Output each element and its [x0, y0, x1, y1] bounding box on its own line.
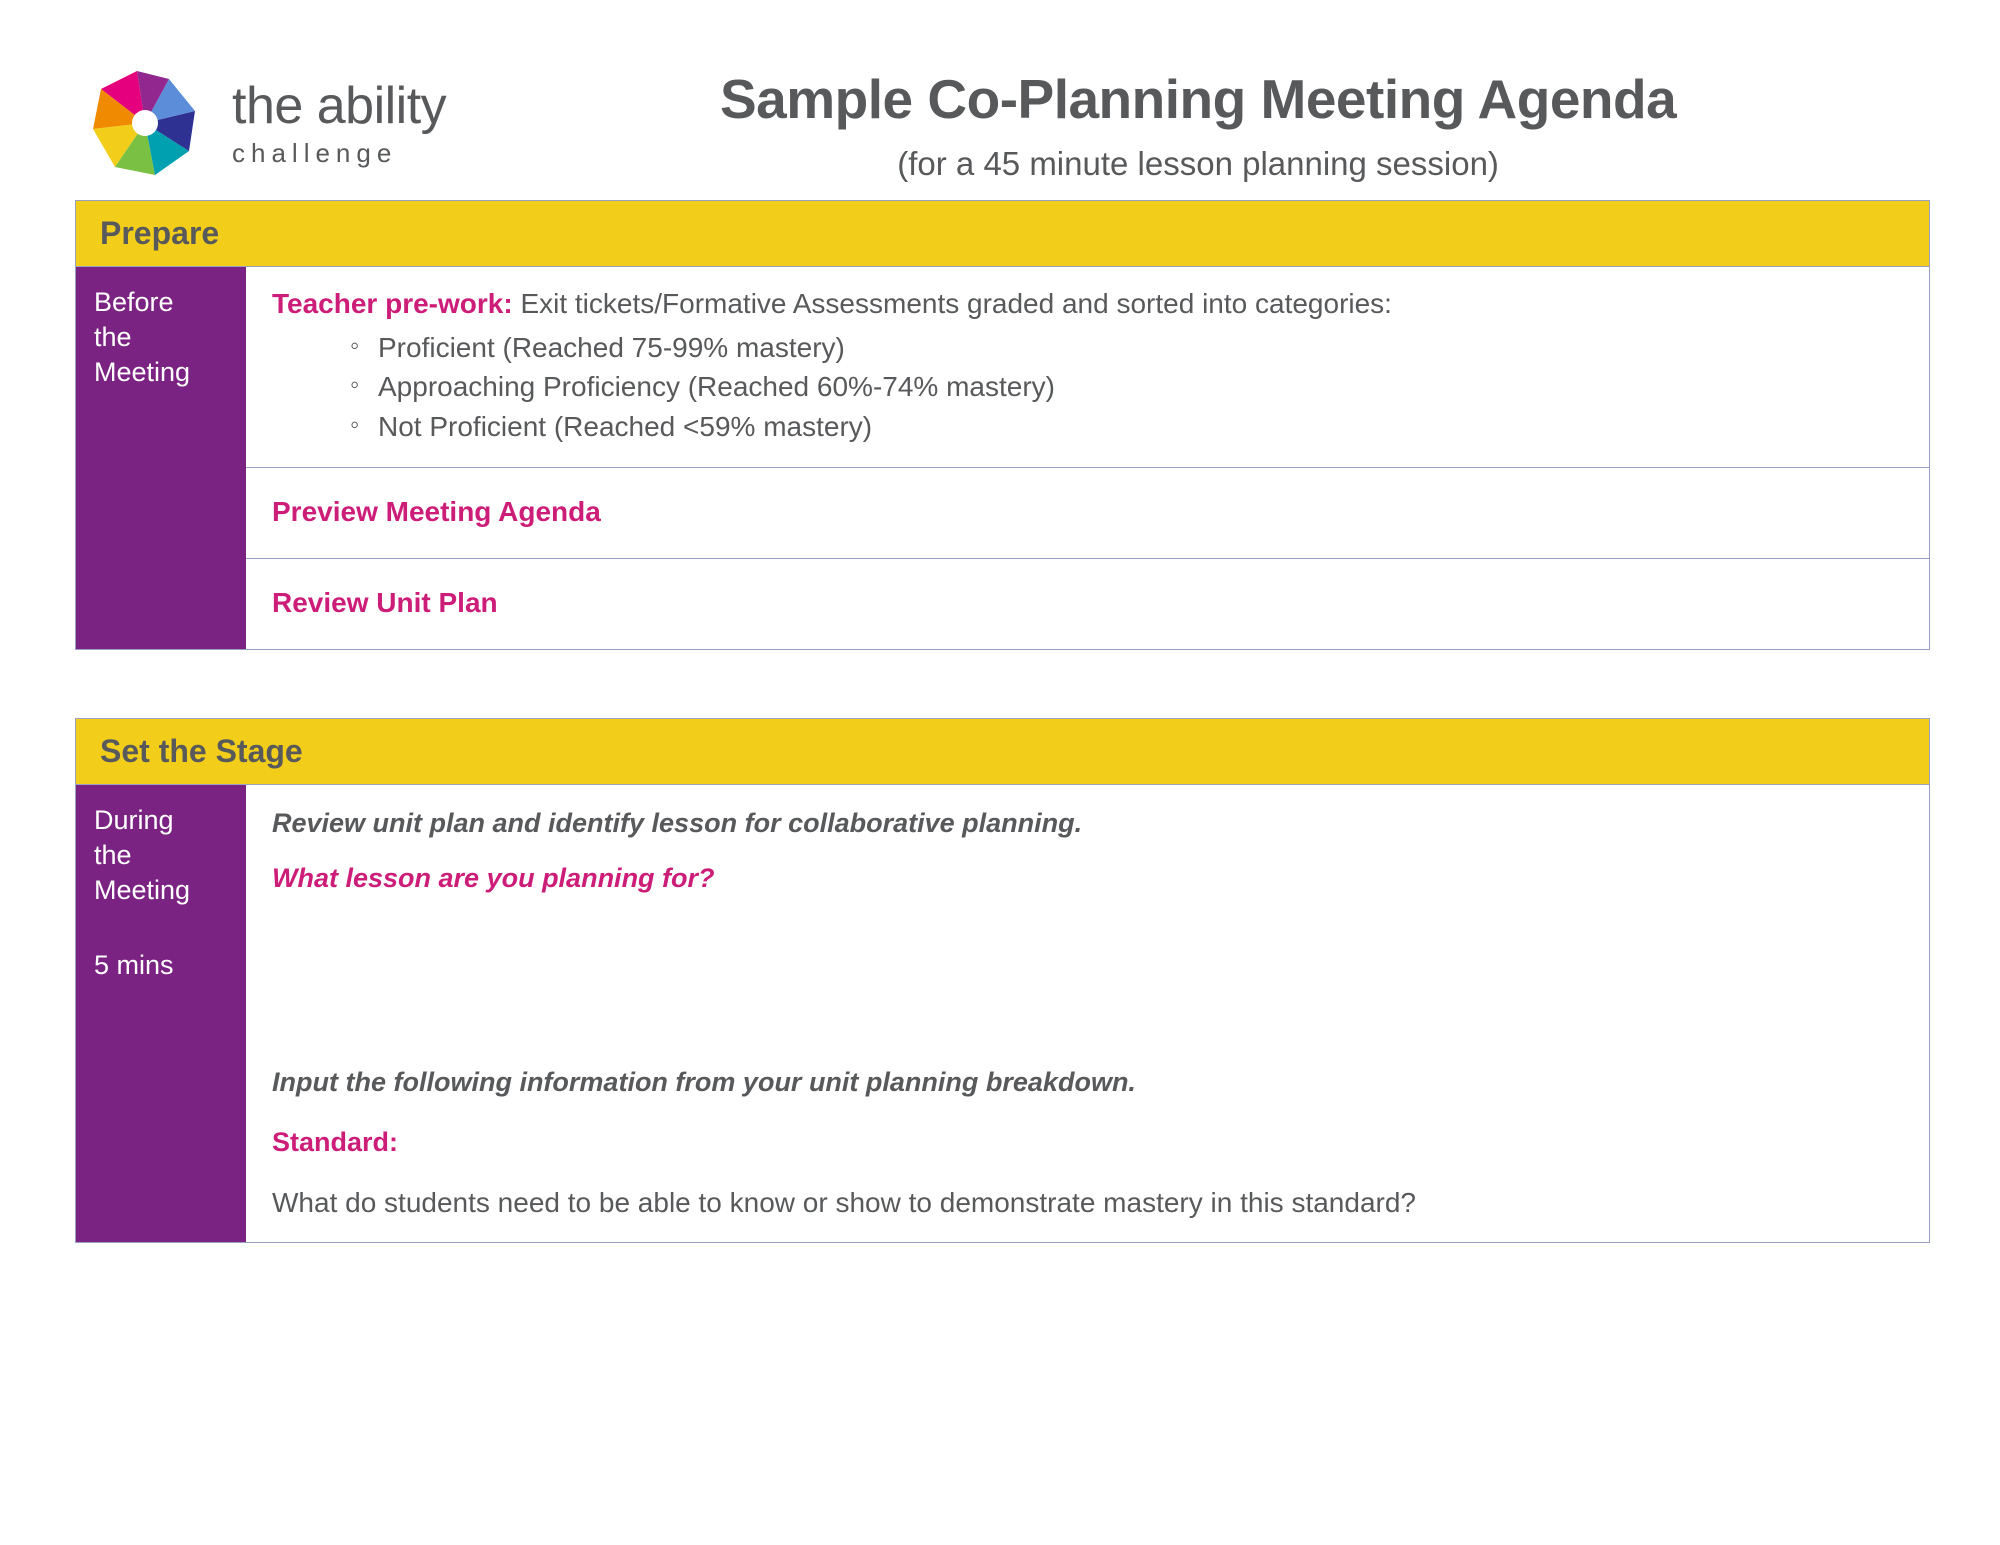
section-prepare-label — [76, 267, 246, 649]
page-subtitle: (for a 45 minute lesson planning session) — [897, 145, 1499, 183]
section-prepare-body — [76, 267, 1929, 649]
section-set-the-stage — [75, 718, 1930, 1243]
label-line-2: the — [94, 322, 132, 353]
section-prepare — [75, 200, 1930, 650]
answer-space-standard[interactable] — [272, 1222, 1903, 1242]
lesson-question-prompt: What lesson are you planning for? — [272, 863, 715, 894]
teacher-prework-lead — [272, 285, 1903, 324]
brand-wordmark — [232, 77, 447, 168]
proficiency-bullet-list — [272, 328, 1903, 447]
row-teacher-prework — [246, 267, 1929, 468]
section-set-the-stage-content — [246, 785, 1929, 1242]
row-review-unit-plan — [246, 559, 1929, 649]
unit-breakdown-prompt: Input the following information from your unit planning breakdown. — [272, 1067, 1136, 1098]
row-preview-meeting-agenda — [246, 468, 1929, 559]
standard-question: What do students need to be able to know or show to demonstrate mastery in this standard? — [272, 1186, 1416, 1218]
section-set-the-stage-label — [76, 785, 246, 1242]
section-set-the-stage-heading: Set the Stage — [76, 719, 1929, 785]
standard-label: Standard: — [272, 1126, 399, 1157]
title-block — [446, 40, 1930, 183]
teacher-prework-text: Exit tickets/Formative Assessments graded and sorted into categories: — [512, 288, 1392, 319]
section-prepare-content — [246, 267, 1929, 649]
label-line-1: During — [94, 804, 174, 835]
row-set-the-stage — [246, 785, 1929, 1242]
section-duration: 5 mins — [94, 950, 174, 981]
document-header — [0, 0, 2000, 200]
review-unit-plan-prompt: Review unit plan and identify lesson for collaborative planning. — [272, 807, 1083, 838]
brand-logo — [80, 40, 446, 188]
brand-line-1: the ability — [232, 77, 447, 135]
label-line-2: the — [94, 839, 132, 870]
section-prepare-heading: Prepare — [76, 201, 1929, 267]
label-line-1: Before — [94, 287, 174, 317]
preview-meeting-agenda-title: Preview Meeting Agenda — [272, 495, 601, 527]
answer-space-lesson[interactable] — [272, 894, 1903, 1064]
page-title: Sample Co-Planning Meeting Agenda — [719, 68, 1677, 130]
list-item: ◦ Not Proficient (Reached <59% mastery) — [350, 407, 1903, 447]
label-line-3: Meeting — [94, 357, 191, 388]
list-item: ◦ Proficient (Reached 75-99% mastery) — [350, 328, 1903, 368]
teacher-prework-label: Teacher pre-work: — [272, 288, 513, 319]
list-item: ◦ Approaching Proficiency (Reached 60%-74% mastery) — [350, 367, 1903, 407]
review-unit-plan-title: Review Unit Plan — [272, 586, 498, 618]
pinwheel-logo-icon — [80, 58, 210, 188]
label-line-3: Meeting — [94, 875, 191, 906]
section-set-the-stage-body — [76, 785, 1929, 1242]
brand-line-2: challenge — [232, 138, 398, 168]
